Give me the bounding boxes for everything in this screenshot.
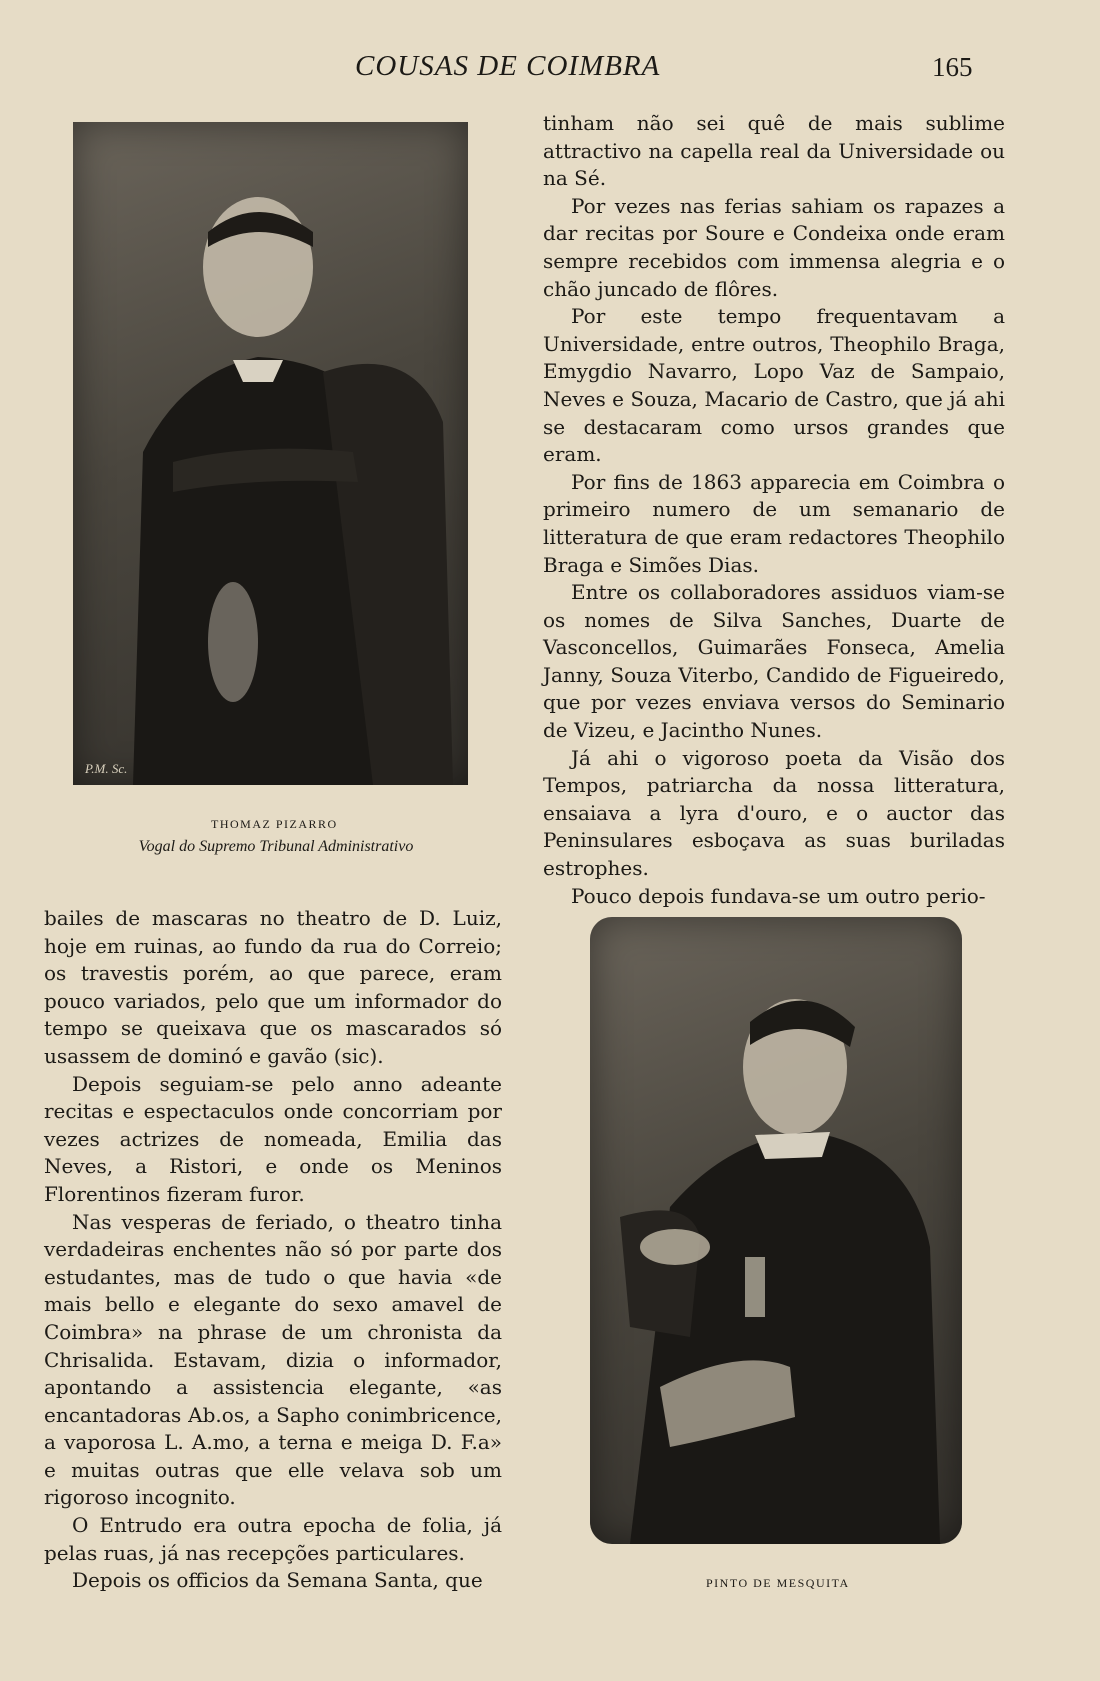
portrait-caption-name: THOMAZ PIZARRO bbox=[211, 817, 338, 831]
engraver-mark: P.M. Sc. bbox=[85, 761, 128, 776]
paragraph: Depois seguiam-se pelo anno adeante recitas e espectaculos onde concorriam por vezes actrizes de nomeada, Emilia das Neves, a Ristori, e onde os Meninos Florentinos fizeram furor. bbox=[44, 1071, 502, 1206]
paragraph: Depois os officios da Semana Santa, que bbox=[72, 1568, 483, 1593]
paragraph: Por fins de 1863 apparecia em Coimbra o primeiro numero de um semanario de litteratura de que eram redactores Theophilo Braga e Simões Dias. bbox=[543, 469, 1005, 577]
paragraph: Já ahi o vigoroso poeta da Visão dos Tempos, patriarcha da nossa litteratura, ensaiava a lyra d'ouro, e o auctor das Peninsulares esboçava as suas buriladas estrophes. bbox=[543, 745, 1005, 881]
paragraph: Por este tempo frequentavam a Universidade, entre outros, Theophilo Braga, Emygdio Navarro, Lopo Vaz de Sampaio, Neves e Souza, Macario de Castro, que já ahi se destacaram como ursos grandes que eram. bbox=[543, 304, 1005, 467]
text-column-left bbox=[44, 905, 502, 1595]
paragraph: O Entrudo era outra epocha de folia, já pelas ruas, já nas recepções particulares. bbox=[44, 1513, 502, 1565]
portrait-figure-illustration bbox=[590, 917, 962, 1544]
page-number: 165 bbox=[932, 52, 973, 82]
portrait-figure-illustration bbox=[73, 122, 468, 785]
portrait-caption-role: Vogal do Supremo Tribunal Administrativo bbox=[138, 838, 414, 855]
paragraph: Nas vesperas de feriado, o theatro tinha verdadeiras enchentes não só por parte dos estudantes, mas de tudo o que havia «de mais bello e elegante do sexo amavel de Coimbra» na phrase de um chronista da Chrisalida. Estavam, dizia o informador, apontando a assistencia elegante, «as encantadoras Ab.os, a Sapho conimbricence, a vaporosa L. A.mo, a terna e meiga D. F.a» e muitas outras que elle velava sob um rigoroso incognito. bbox=[44, 1209, 502, 1510]
paragraph: Por vezes nas ferias sahiam os rapazes a dar recitas por Soure e Condeixa onde eram sempre recebidos com immensa alegria e o chão juncado de flôres. bbox=[543, 193, 1005, 301]
paragraph: bailes de mascaras no theatro de D. Luiz, hoje em ruinas, ao fundo da rua do Correio; os travestis porém, ao que parece, eram pouco variados, pelo que um informador do tempo se queixava que os mascarados só usassem de dominó e gavão (sic). bbox=[44, 906, 502, 1068]
paragraph: Entre os collaboradores assiduos viam-se os nomes de Silva Sanches, Duarte de Vasconcellos, Guimarães Fonseca, Amelia Janny, Souza Viterbo, Candido de Figueiredo, que por vezes enviava versos do Seminario de Vizeu, e Jacintho Nunes. bbox=[543, 580, 1005, 743]
portrait-photo-thomaz-pizarro bbox=[73, 122, 468, 785]
running-title: COUSAS DE COIMBRA bbox=[355, 50, 661, 82]
portrait-caption-name: PINTO DE MESQUITA bbox=[706, 1576, 850, 1590]
paragraph: Pouco depois fundava-se um outro perio- bbox=[571, 883, 986, 908]
portrait-photo-pinto-de-mesquita bbox=[590, 917, 962, 1544]
text-column-right bbox=[543, 110, 1005, 910]
paragraph: tinham não sei quê de mais sublime attractivo na capella real da Universidade ou na Sé. bbox=[543, 111, 1005, 191]
